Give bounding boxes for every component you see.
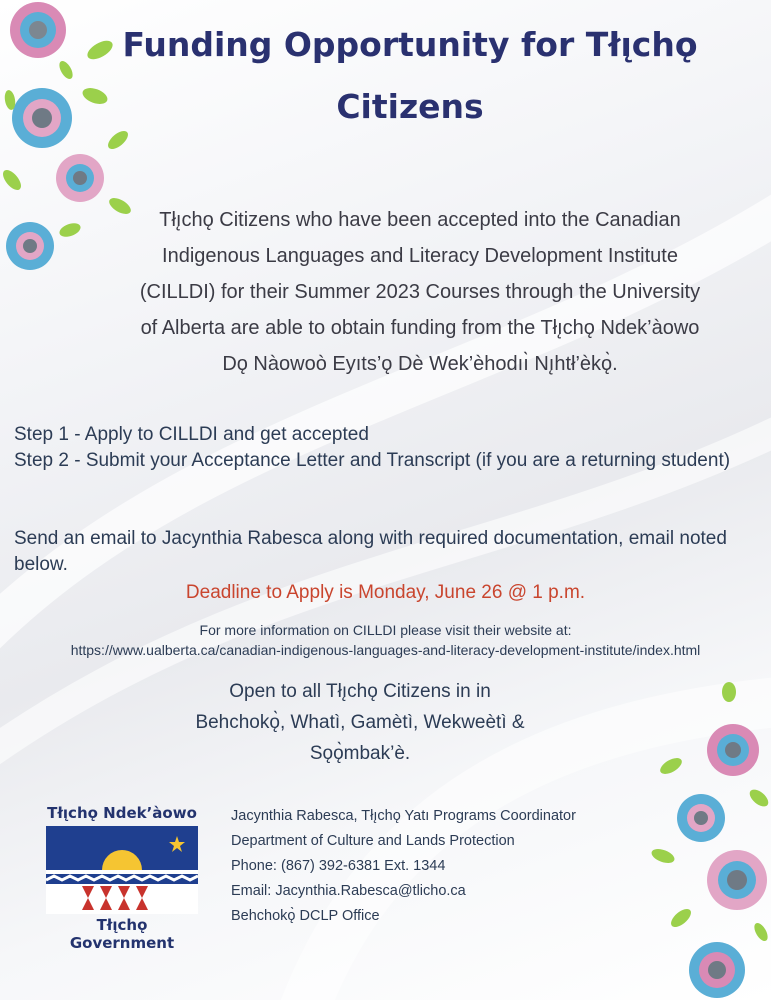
eligibility-statement bbox=[150, 676, 570, 769]
page-title bbox=[110, 14, 710, 138]
intro-line: of Alberta are able to obtain funding from the Tłı̨chǫ Ndek’àowo bbox=[140, 317, 700, 339]
logo-top-text: Tłı̨chǫ Ndek’àowo bbox=[47, 804, 197, 822]
contact-email[interactable]: Email: Jacynthia.Rabesca@tlicho.ca bbox=[231, 883, 466, 899]
leaf-icon bbox=[650, 682, 771, 943]
contact-name-title: Jacynthia Rabesca, Tłı̨chǫ Yatı Programs Coordinator bbox=[231, 808, 576, 824]
flower-icon bbox=[12, 88, 72, 148]
send-email-instructions: Send an email to Jacynthia Rabesca along with required documentation, email noted below. bbox=[14, 528, 727, 575]
step-2: Step 2 - Submit your Acceptance Letter and Transcript (if you are a returning student) bbox=[14, 450, 731, 471]
beaded-flower-decoration-bottom-right bbox=[641, 680, 771, 1000]
intro-line: Dǫ Nàowoò Eyıts’ǫ Dè Wek’èhodıı̀ Nı̨htł’èkǫ̀. bbox=[222, 353, 618, 375]
deadline-notice: Deadline to Apply is Monday, June 26 @ 1 p.m. bbox=[185, 582, 586, 603]
intro-line: Tłı̨chǫ Citizens who have been accepted into the Canadian bbox=[159, 209, 681, 231]
logo-bottom-text: Tłı̨chǫ Government bbox=[69, 916, 175, 952]
eligibility-line: Open to all Tłı̨chǫ Citizens in in bbox=[229, 681, 491, 702]
flower-icon bbox=[10, 2, 66, 58]
flower-icon bbox=[677, 794, 725, 842]
more-info bbox=[0, 620, 771, 660]
flower-icon bbox=[6, 222, 54, 270]
contact-phone: Phone: (867) 392-6381 Ext. 1344 bbox=[231, 858, 446, 874]
flower-icon bbox=[56, 154, 104, 202]
flower-icon bbox=[707, 850, 767, 910]
tlicho-government-logo bbox=[46, 804, 198, 952]
more-info-text: For more information on CILLDI please visit their website at: bbox=[199, 622, 572, 638]
contact-block bbox=[231, 804, 576, 929]
contact-office: Behchokǫ̀ DCLP Office bbox=[231, 908, 380, 924]
page-title-line1: Funding Opportunity for Tłı̨chǫ bbox=[122, 25, 698, 64]
step-1: Step 1 - Apply to CILLDI and get accepted bbox=[14, 424, 369, 445]
steps-list bbox=[14, 422, 759, 474]
flower-icon bbox=[707, 724, 759, 776]
eligibility-line: Behchokǫ̀, Whatì, Gamètì, Wekweètì & bbox=[195, 712, 525, 733]
eligibility-line: Sǫǫ̀mbak’è. bbox=[309, 743, 411, 764]
page-title-line2: Citizens bbox=[336, 87, 484, 126]
intro-line: Indigenous Languages and Literacy Development Institute bbox=[162, 245, 678, 267]
contact-department: Department of Culture and Lands Protection bbox=[231, 833, 515, 849]
logo-flag-icon bbox=[46, 826, 198, 914]
cilldi-website-link[interactable]: https://www.ualberta.ca/canadian-indigenous-languages-and-literacy-development-institute/index.html bbox=[70, 642, 701, 658]
intro-line: (CILLDI) for their Summer 2023 Courses through the University bbox=[139, 281, 701, 303]
intro-paragraph bbox=[110, 202, 730, 382]
flower-icon bbox=[689, 942, 745, 998]
